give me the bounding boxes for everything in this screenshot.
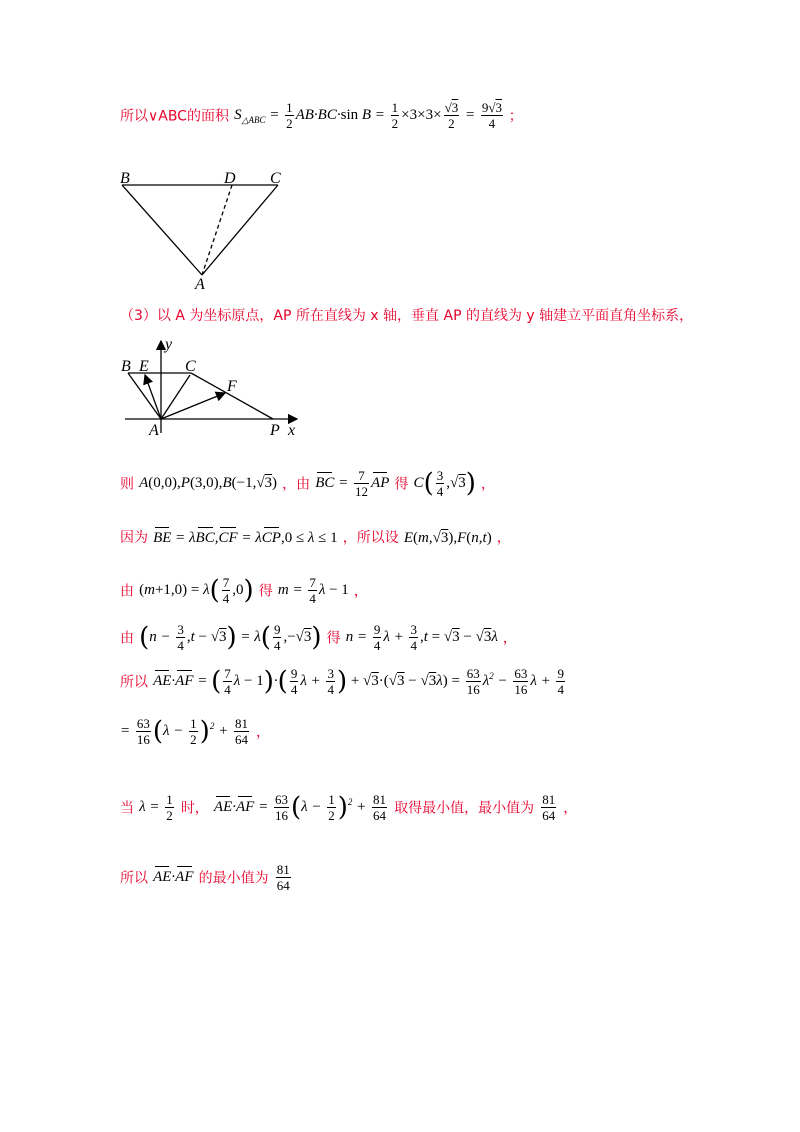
nt-formula: (n − $\frac{3}{4}$ ,t − √3) = λ( $\frac{9}{4}$ ,−√3) — [139, 622, 322, 653]
nt-result: n = $\frac{9}{4}$ λ + $\frac{3}{4}$ ,t = √3 − √3λ — [345, 622, 498, 653]
m-formula: (m+1,0) = λ( $\frac{7}{4}$ ,0) — [139, 575, 254, 606]
nt-line — [120, 622, 517, 653]
coords-formula: A(0,0),P(3,0),B(−1,√3) — [139, 475, 278, 491]
coords-line — [120, 468, 495, 499]
label-C2: C — [185, 358, 196, 375]
m-de: 得 — [258, 583, 273, 600]
setup-line — [120, 305, 693, 325]
min-prefix: 当 — [120, 800, 134, 817]
label-F: F — [227, 378, 237, 395]
conclusion-mid: 的最小值为 — [198, 870, 269, 887]
m-prefix: 由 — [120, 583, 134, 600]
dot-prefix: 所以 — [120, 674, 148, 691]
because-mid: ，所以设 — [342, 530, 399, 546]
label-P: P — [270, 422, 280, 439]
min-mid: 取得最小值，最小值为 — [394, 800, 535, 817]
coordinate-diagram — [115, 335, 315, 445]
coords-prefix: 则 — [120, 476, 134, 493]
bc-formula: BC = $\frac{7}{12}$ AP — [315, 468, 390, 499]
complete-square-line — [120, 716, 270, 747]
square-formula: = $\frac{63}{16}$ (λ − $\frac{1}{2}$ )$^2$ + $\frac{81}{64}$ — [120, 716, 248, 747]
setup-text: （3）以 A 为坐标原点，AP 所在直线为 x 轴，垂直 AP 的直线为 y 轴建立平面直角坐标系， — [120, 308, 694, 324]
triangle-diagram — [110, 165, 310, 295]
nt-de: 得 — [326, 630, 341, 647]
label-A: A — [195, 276, 205, 293]
min-line — [120, 792, 577, 823]
min-formula: AE·AF = $\frac{63}{16}$ (λ − $\frac{1}{2}$ )$^2$ + $\frac{81}{64}$ — [213, 792, 386, 823]
coords-de: 得 — [394, 476, 409, 493]
label-A2: A — [149, 422, 159, 439]
nt-end: ， — [502, 630, 517, 647]
area-formula: $S_{\triangle ABC}$ = $\frac{1}{2}$ AB·BC·sin B = $\frac{1}{2}$ ×3×3× $\frac{√3}{2}$ = $\frac{9√3}{4}$ — [234, 100, 502, 131]
label-D: D — [224, 170, 236, 187]
ef-formula: E(m,√3),F(n,t) — [403, 530, 492, 546]
m-line — [120, 575, 368, 606]
label-C: C — [270, 170, 281, 187]
coords-mid: ，由 — [282, 476, 311, 493]
because-formula: BE = λBC,CF = λCP,0 ≤ λ ≤ 1 — [153, 530, 338, 546]
area-prefix: 所以∨ABC的面积 — [120, 108, 229, 125]
min-end: ， — [563, 800, 578, 817]
because-end: ， — [496, 530, 511, 546]
because-line — [120, 527, 511, 547]
coords-end: ， — [480, 476, 495, 493]
square-end: ， — [256, 724, 271, 741]
label-B2: B — [121, 358, 131, 375]
min-shi: 时， — [180, 800, 209, 817]
c-formula: C( $\frac{3}{4}$ ,√3) — [413, 468, 476, 499]
m-result: m = $\frac{7}{4}$ λ − 1 — [277, 575, 349, 606]
label-E: E — [139, 358, 149, 375]
label-B: B — [120, 170, 130, 187]
min-value: $\frac{81}{64}$ — [542, 792, 556, 823]
conclusion-prefix: 所以 — [120, 870, 148, 887]
lambda-value: λ = $\frac{1}{2}$ — [139, 792, 173, 823]
label-y: y — [165, 336, 173, 353]
because-prefix: 因为 — [120, 530, 148, 546]
area-line — [120, 100, 523, 131]
nt-prefix: 由 — [120, 630, 134, 647]
dot-line — [120, 666, 567, 697]
conclusion-line — [120, 862, 293, 893]
area-suffix: ； — [508, 108, 523, 125]
conclusion-value: $\frac{81}{64}$ — [276, 862, 290, 893]
label-x: x — [288, 422, 296, 439]
conclusion-formula: AE·AF — [153, 869, 194, 885]
dot-formula: AE·AF = ( $\frac{7}{4}$ λ − 1)·( $\frac{9}{4}$ λ + $\frac{3}{4}$ ) + √3·(√3 − √3λ) = $\frac{63}{16}$ $\lambda^2$ − $\frac{63}{16}$ λ + $\frac{9}{4}$ — [153, 666, 564, 697]
m-end: ， — [353, 583, 368, 600]
